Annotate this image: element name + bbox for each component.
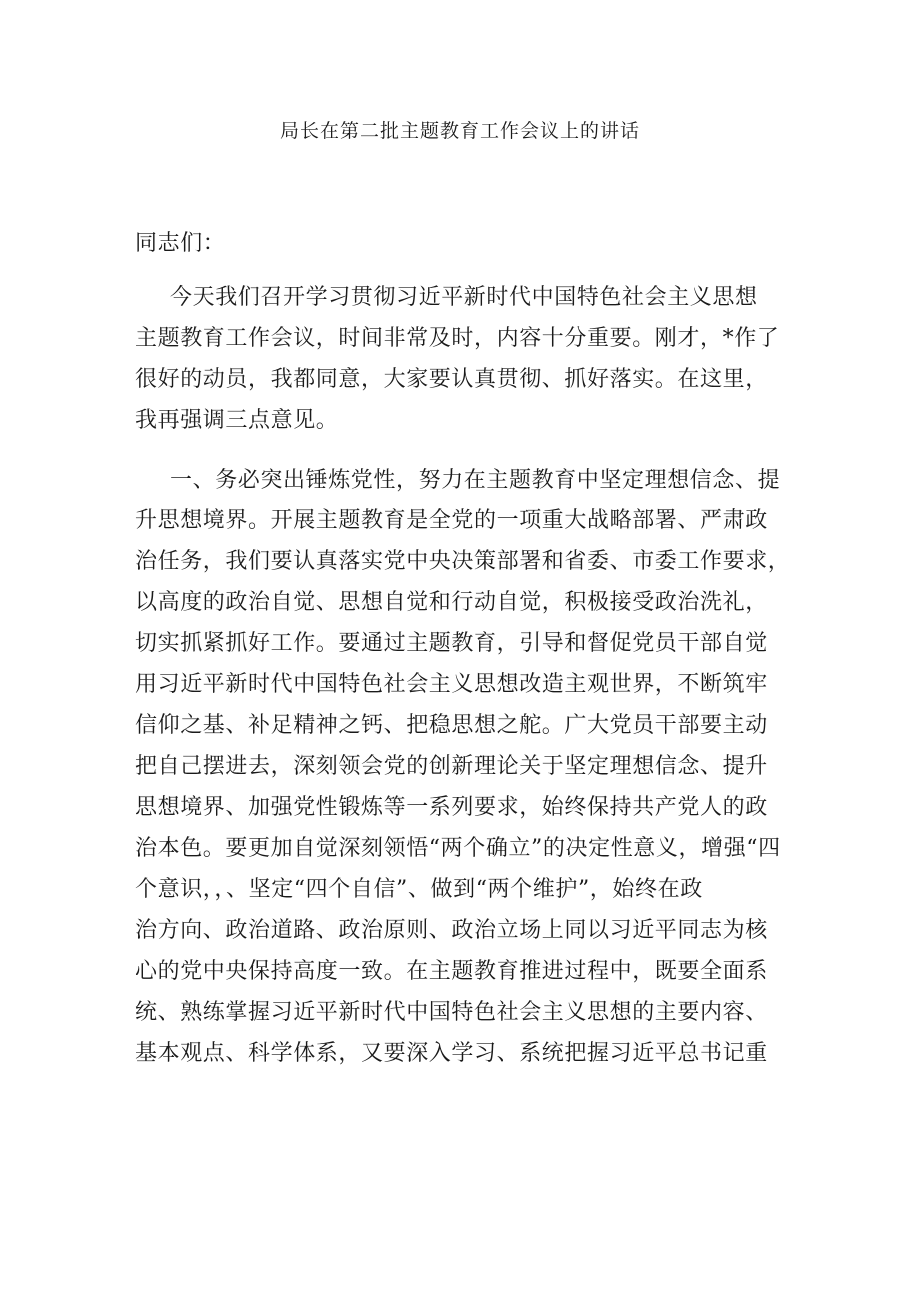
salutation: 同志们： [135,231,226,256]
paragraph-line: 心的党中央保持高度一致。在主题教育推进过程中，既要全面系 [135,959,768,984]
paragraph-line: 用习近平新时代中国特色社会主义思想改造主观世界，不断筑牢 [135,672,768,697]
paragraph-line: 思想境界、加强党性锻炼等一系列要求，始终保持共产党人的政 [135,795,768,820]
paragraph-line: 我再强调三点意见。 [135,408,339,433]
paragraph-line: 很好的动员，我都同意，大家要认真贯彻、抓好落实。在这里， [135,367,768,392]
paragraph-line: 以高度的政治自觉、思想自觉和行动自觉，积极接受政治洗礼， [135,590,768,615]
paragraph-line: 把自己摆进去，深刻领会党的创新理论关于坚定理想信念、提升 [135,754,768,779]
paragraph-line: 基本观点、科学体系，又要深入学习、系统把握习近平总书记重 [135,1041,768,1066]
paragraph-line: 一、务必突出锤炼党性，努力在主题教育中坚定理想信念、提 [170,468,781,493]
paragraph-line: 治方向、政治道路、政治原则、政治立场上同以习近平同志为核 [135,918,768,943]
paragraph-line: 个意识，，、坚定“四个自信”、做到“两个维护”，始终在政 [135,877,703,902]
paragraph-line: 升思想境界。开展主题教育是全党的一项重大战略部署、严肃政 [135,508,768,533]
paragraph-line: 治本色。要更加自觉深刻领悟“两个确立”的决定性意义，增强“四 [135,836,781,861]
paragraph-line: 统、熟练掌握习近平新时代中国特色社会主义思想的主要内容、 [135,1000,768,1025]
paragraph-line: 主题教育工作会议，时间非常及时，内容十分重要。刚才，*作了 [135,326,780,351]
paragraph-line: 信仰之基、补足精神之钙、把稳思想之舵。广大党员干部要主动 [135,713,768,738]
paragraph-line: 今天我们召开学习贯彻习近平新时代中国特色社会主义思想 [170,285,758,310]
document-title: 局长在第二批主题教育工作会议上的讲话 [279,120,640,142]
paragraph-line: 切实抓紧抓好工作。要通过主题教育，引导和督促党员干部自觉 [135,631,768,656]
paragraph-line: 治任务，我们要认真落实党中央决策部署和省委、市委工作要求， [135,549,791,574]
